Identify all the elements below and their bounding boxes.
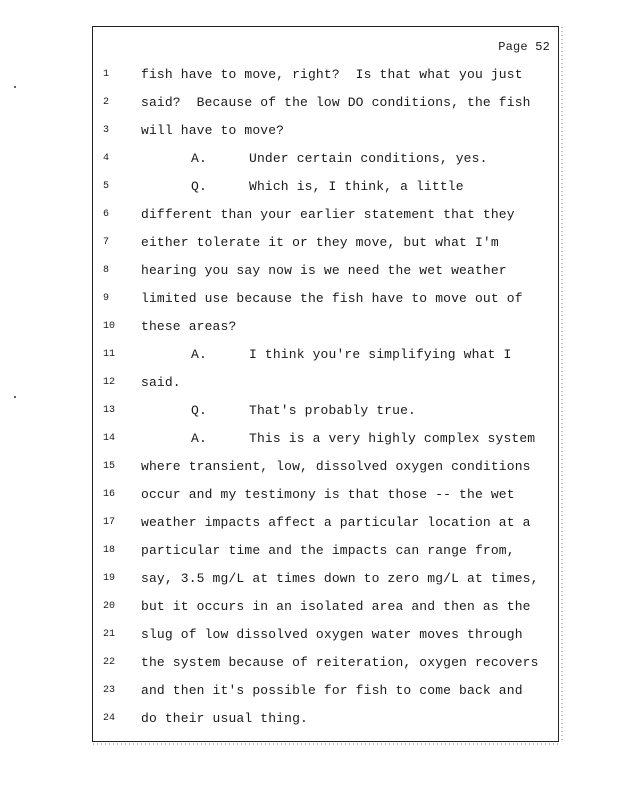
transcript-line	[93, 425, 558, 453]
line-text	[191, 425, 535, 453]
page-number: Page 52	[498, 40, 550, 54]
line-text: either tolerate it or they move, but what I'm	[141, 235, 499, 250]
line-text: hearing you say now is we need the wet weather	[141, 263, 507, 278]
line-number: 8	[103, 265, 110, 276]
speaker-label: A.	[191, 151, 207, 166]
transcript-line	[93, 117, 558, 145]
line-body: That's probably true.	[249, 403, 416, 418]
line-number: 1	[103, 69, 110, 80]
line-text	[191, 397, 416, 425]
transcript-line	[93, 593, 558, 621]
transcript-line	[93, 201, 558, 229]
line-number: 11	[103, 349, 116, 360]
line-number: 6	[103, 209, 110, 220]
line-text: particular time and the impacts can range from,	[141, 543, 515, 558]
line-text: occur and my testimony is that those -- the wet	[141, 487, 515, 502]
transcript-lines	[93, 61, 558, 733]
speaker-label: A.	[191, 431, 207, 446]
transcript-line	[93, 61, 558, 89]
speaker-label: Q.	[191, 403, 207, 418]
transcript-line	[93, 509, 558, 537]
line-text	[191, 173, 464, 201]
line-text: but it occurs in an isolated area and then as the	[141, 599, 531, 614]
transcript-line	[93, 397, 558, 425]
scan-mark	[14, 396, 16, 398]
transcript-line	[93, 173, 558, 201]
transcript-line	[93, 621, 558, 649]
line-text: fish have to move, right? Is that what you just	[141, 67, 523, 82]
transcript-line	[93, 453, 558, 481]
transcript-line	[93, 537, 558, 565]
line-number: 13	[103, 405, 116, 416]
transcript-line	[93, 145, 558, 173]
line-text: slug of low dissolved oxygen water moves through	[141, 627, 523, 642]
line-number: 12	[103, 377, 116, 388]
line-number: 9	[103, 293, 110, 304]
line-text	[191, 341, 511, 369]
line-text: weather impacts affect a particular location at a	[141, 515, 531, 530]
speaker-label: A.	[191, 347, 207, 362]
transcript-line	[93, 257, 558, 285]
transcript-line	[93, 89, 558, 117]
line-number: 24	[103, 713, 116, 724]
line-number: 7	[103, 237, 110, 248]
line-number: 18	[103, 545, 116, 556]
line-number: 23	[103, 685, 116, 696]
line-text: where transient, low, dissolved oxygen conditions	[141, 459, 531, 474]
line-text: do their usual thing.	[141, 711, 308, 726]
transcript-line	[93, 677, 558, 705]
line-text: and then it's possible for fish to come back and	[141, 683, 523, 698]
line-number: 16	[103, 489, 116, 500]
transcript-line	[93, 565, 558, 593]
line-number: 4	[103, 153, 110, 164]
line-number: 5	[103, 181, 110, 192]
transcript-line	[93, 341, 558, 369]
line-body: Which is, I think, a little	[249, 179, 464, 194]
line-text: different than your earlier statement that they	[141, 207, 515, 222]
line-text: these areas?	[141, 319, 237, 334]
transcript-line	[93, 481, 558, 509]
line-number: 20	[103, 601, 116, 612]
line-number: 3	[103, 125, 110, 136]
line-body: I think you're simplifying what I	[249, 347, 512, 362]
line-text: will have to move?	[141, 123, 285, 138]
line-number: 2	[103, 97, 110, 108]
line-number: 22	[103, 657, 116, 668]
line-number: 19	[103, 573, 116, 584]
transcript-line	[93, 369, 558, 397]
transcript-line	[93, 705, 558, 733]
line-number: 17	[103, 517, 116, 528]
line-number: 14	[103, 433, 116, 444]
line-text: said? Because of the low DO conditions, the fish	[141, 95, 531, 110]
transcript-line	[93, 285, 558, 313]
transcript-page	[92, 26, 559, 742]
line-text: the system because of reiteration, oxygen recovers	[141, 655, 539, 670]
line-body: Under certain conditions, yes.	[249, 151, 488, 166]
line-number: 21	[103, 629, 116, 640]
speaker-label: Q.	[191, 179, 207, 194]
line-number: 15	[103, 461, 116, 472]
transcript-line	[93, 313, 558, 341]
transcript-line	[93, 229, 558, 257]
line-text: say, 3.5 mg/L at times down to zero mg/L at times,	[141, 571, 539, 586]
scan-mark	[14, 86, 16, 88]
line-body: This is a very highly complex system	[249, 431, 536, 446]
transcript-line	[93, 649, 558, 677]
line-text	[191, 145, 488, 173]
line-text: limited use because the fish have to move out of	[141, 291, 523, 306]
line-text: said.	[141, 375, 181, 390]
line-number: 10	[103, 321, 116, 332]
